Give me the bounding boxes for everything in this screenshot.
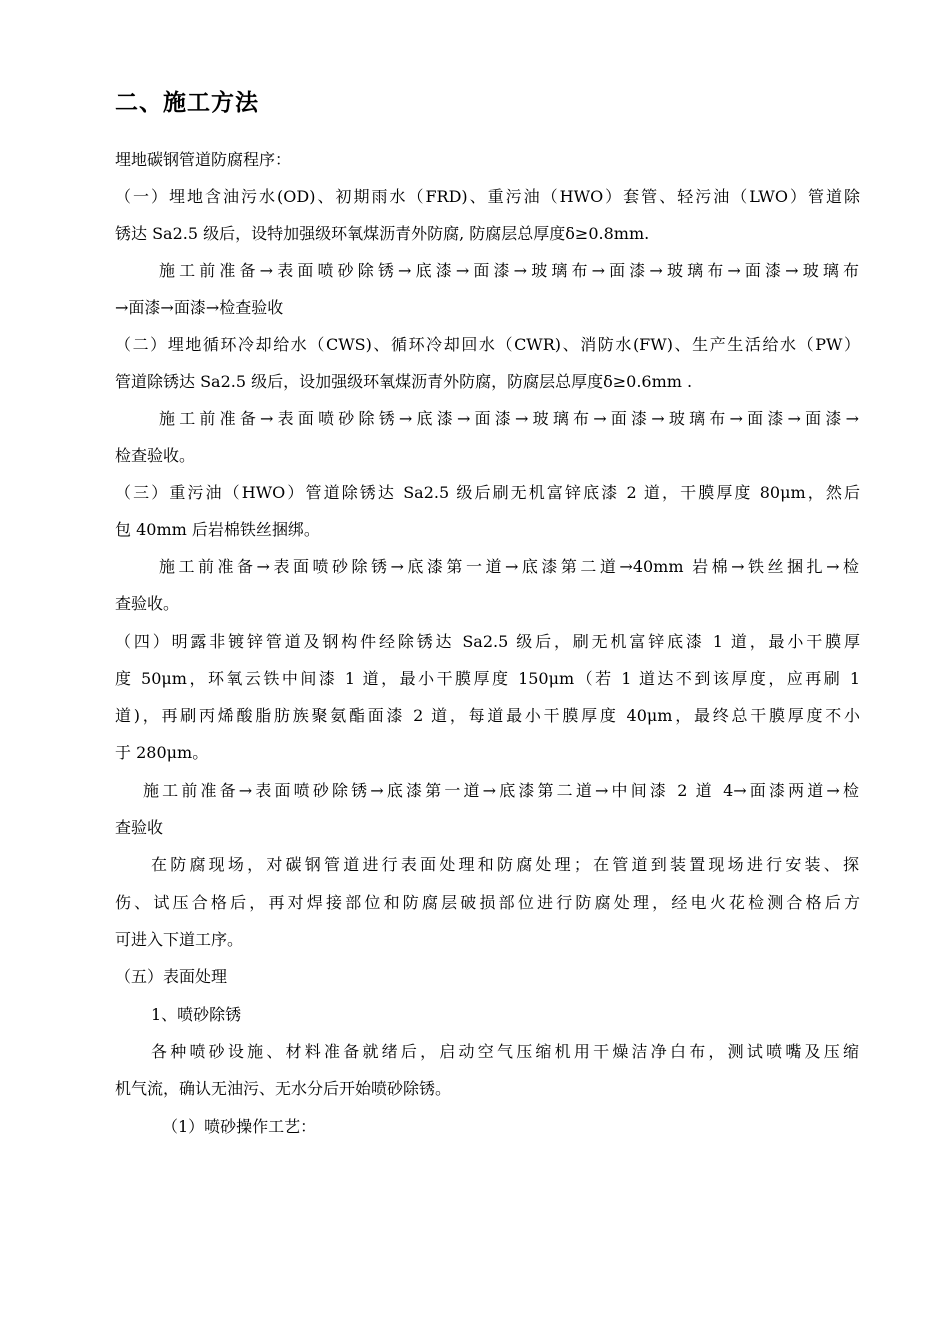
subsection-title: （五）表面处理 (115, 967, 228, 986)
paragraph-line: 施工前准备→表面喷砂除锈→底漆→面漆→玻璃布→面漆→玻璃布→面漆→面漆→ (159, 409, 859, 428)
subsection-title: 1、喷砂除锈 (151, 1005, 242, 1024)
paragraph-line: →面漆→面漆→检查验收 (115, 298, 284, 317)
paragraph-line: 可进入下道工序。 (115, 930, 244, 949)
paragraph-line: 锈达 Sa2.5 级后，设特加强级环氧煤沥青外防腐, 防腐层总厚度δ≥0.8mm. (115, 224, 650, 243)
paragraph-line: 检查验收。 (115, 446, 196, 465)
paragraph-line: （一）埋地含油污水(OD)、初期雨水（FRD)、重污油（HWO）套管、轻污油（LWO）管道除 (115, 187, 860, 206)
paragraph-line: 管道除锈达 Sa2.5 级后，设加强级环氧煤沥青外防腐，防腐层总厚度δ≥0.6mm . (115, 372, 693, 391)
paragraph-line: 包 40mm 后岩棉铁丝捆绑。 (115, 520, 320, 539)
paragraph-line: 施工前准备→表面喷砂除锈→底漆第一道→底漆第二道→中间漆 2 道 4→面漆两道→检 (143, 781, 859, 800)
paragraph-line: （二）埋地循环冷却给水（CWS)、循环冷却回水（CWR)、消防水(FW)、生产生活给水（PW） (115, 335, 860, 354)
paragraph-line: 于 280μm。 (115, 743, 209, 762)
paragraph-line: 伤、试压合格后，再对焊接部位和防腐层破损部位进行防腐处理，经电火花检测合格后方 (115, 893, 860, 912)
paragraph-line: 施工前准备→表面喷砂除锈→底漆第一道→底漆第二道→40mm 岩棉→铁丝捆扎→检 (159, 557, 859, 576)
subsection-title: （1）喷砂操作工艺： (162, 1117, 317, 1136)
section-heading: 二、施工方法 (115, 90, 259, 116)
paragraph-line: 查验收 (115, 818, 164, 837)
paragraph-line: 度 50μm，环氧云铁中间漆 1 道，最小干膜厚度 150μm（若 1 道达不到该厚度，应再刷 1 (115, 669, 860, 688)
paragraph-line: 在防腐现场，对碳钢管道进行表面处理和防腐处理；在管道到装置现场进行安装、探 (151, 855, 859, 874)
paragraph-line: 机气流，确认无油污、无水分后开始喷砂除锈。 (115, 1079, 452, 1098)
paragraph-line: 埋地碳钢管道防腐程序： (115, 150, 292, 169)
paragraph-line: （四）明露非镀锌管道及钢构件经除锈达 Sa2.5 级后，刷无机富锌底漆 1 道，最小干膜厚 (115, 632, 860, 651)
paragraph-line: 查验收。 (115, 594, 180, 613)
paragraph-line: （三）重污油（HWO）管道除锈达 Sa2.5 级后刷无机富锌底漆 2 道，干膜厚度 80μm，然后 (115, 483, 860, 502)
paragraph-line: 各种喷砂设施、材料准备就绪后，启动空气压缩机用干燥洁净白布，测试喷嘴及压缩 (151, 1042, 859, 1061)
paragraph-line: 道)，再刷丙烯酸脂肪族聚氨酯面漆 2 道，每道最小干膜厚度 40μm，最终总干膜厚度不小 (115, 706, 860, 725)
paragraph-line: 施工前准备→表面喷砂除锈→底漆→面漆→玻璃布→面漆→玻璃布→面漆→玻璃布 (159, 261, 859, 280)
